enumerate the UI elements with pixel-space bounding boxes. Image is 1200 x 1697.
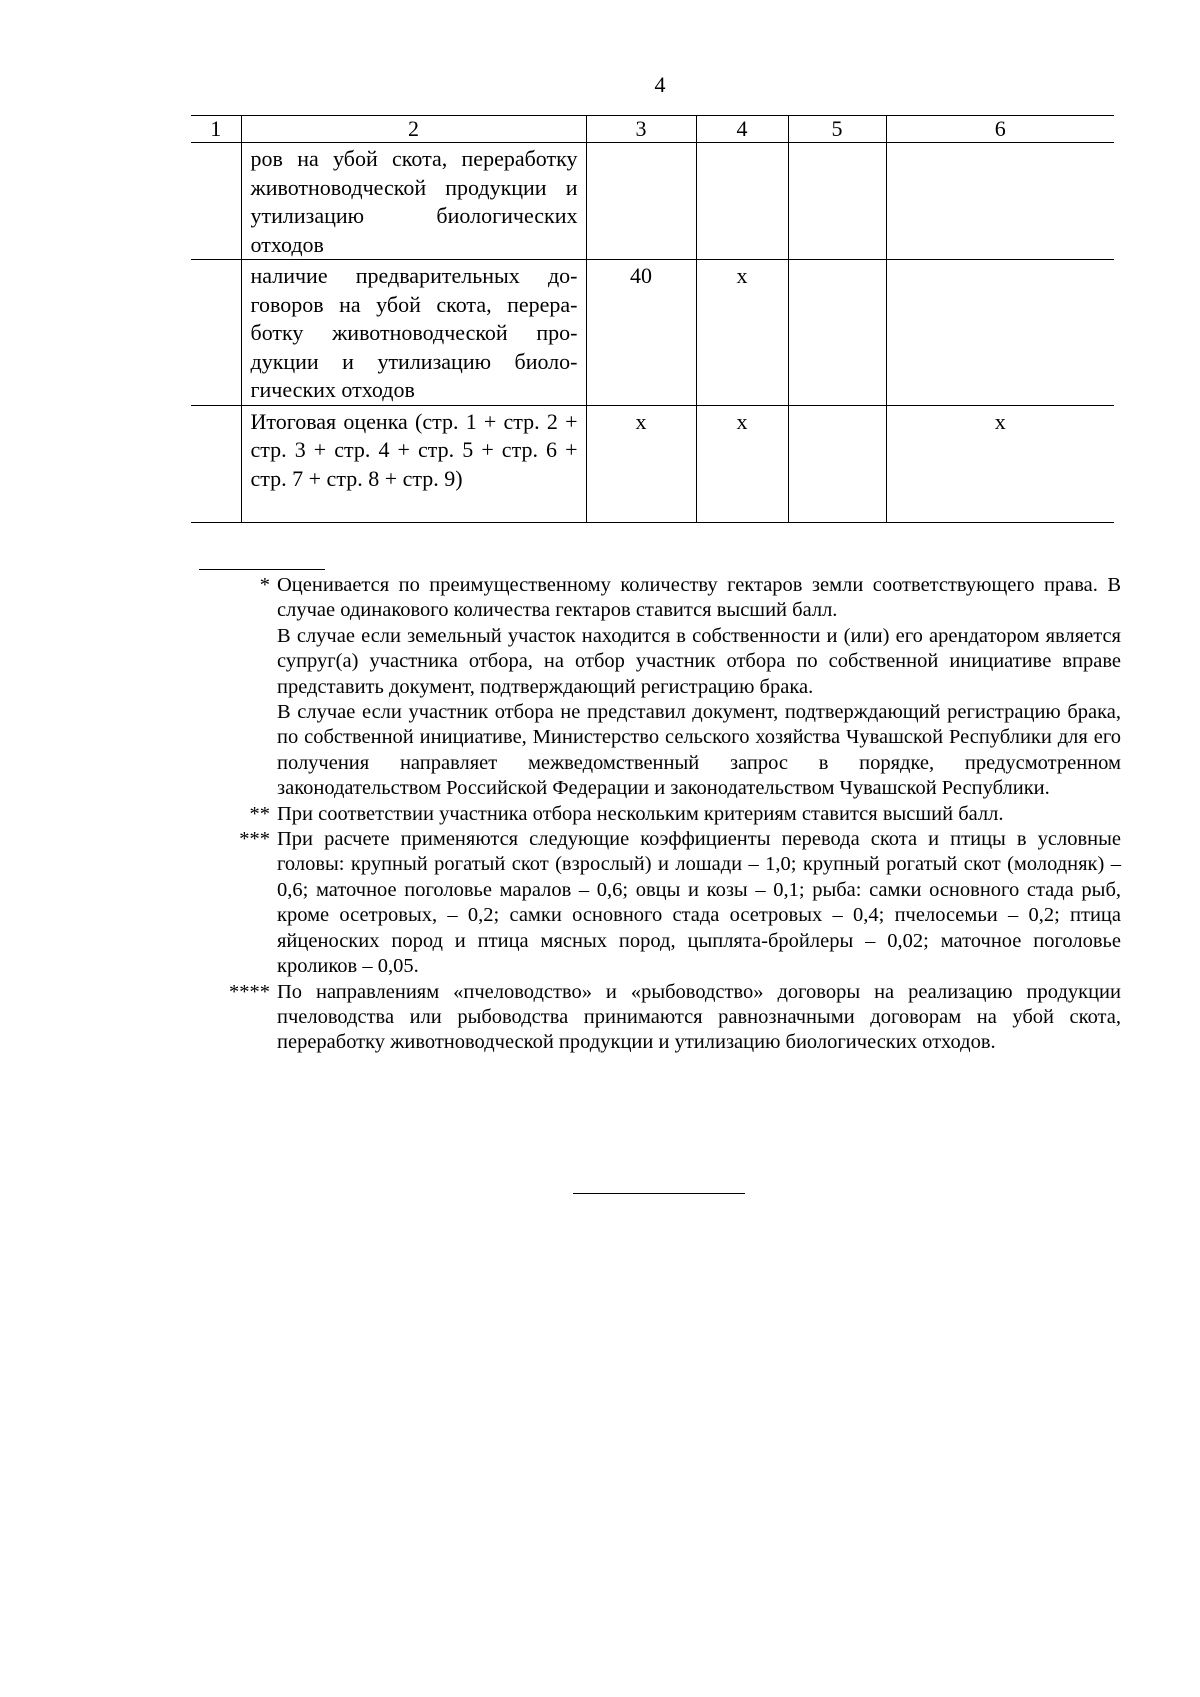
footnote-mark: *	[259, 574, 270, 596]
footnote-mark: ***	[239, 828, 270, 851]
footnote-body	[277, 980, 1121, 1056]
page-number: 4	[654, 72, 666, 97]
footnote-paragraph: В случае если участник отбора не представил документ, подтверждающий регистрацию брака, по собственной инициативе, Министерство сельского хозяйства Чувашской Республики для его получения направляет межведомственный запрос в порядке, предусмотренном законодательством Российской Федерации и законодательством Чувашской Республики.	[277, 701, 1121, 800]
criterion-cell: ров на убой скота, переработку животноводческой продукции и утилизацию биологических отходов	[241, 143, 586, 260]
value-cell	[696, 143, 788, 260]
footnotes	[199, 573, 1121, 1056]
value-cell: х	[696, 405, 788, 522]
column-header: 5	[788, 116, 886, 143]
footnote-3	[199, 827, 1121, 979]
footnote-body	[277, 573, 1121, 802]
footnote-paragraph: Оценивается по преимущественному количеству гектаров земли соответствующего права. В случае одинакового количества гектаров ставится высший балл.	[277, 574, 1121, 622]
row-number-cell	[191, 260, 241, 406]
footnote-1	[199, 573, 1121, 802]
row-number-cell	[191, 143, 241, 260]
footnote-4	[199, 980, 1121, 1056]
value-cell	[788, 260, 886, 406]
table-row	[191, 405, 1114, 522]
footnote-paragraph: По направлениям «пчеловодство» и «рыбоводство» договоры на реализацию продукции пчеловодства или рыбоводства принимаются равнозначными договорам на убой скота, переработку животноводческой продукции и утилизацию биологических отходов.	[277, 980, 1121, 1054]
table-row	[191, 260, 1114, 406]
footnote-paragraph: При соответствии участника отбора нескольким критериям ставится высший балл.	[277, 802, 1004, 825]
criterion-cell: наличие предварительных до-говоров на убой скота, перера-ботку животноводческой про-дукции и утилизацию биоло-гических отходов	[241, 260, 586, 406]
row-number-cell	[191, 405, 241, 522]
table-header-row	[191, 116, 1114, 143]
column-header: 3	[586, 116, 696, 143]
end-of-document-rule	[573, 1193, 745, 1194]
score-cell: 40	[586, 260, 696, 406]
score-cell	[586, 143, 696, 260]
footnote-2	[199, 802, 1121, 827]
column-header: 6	[886, 116, 1114, 143]
value-cell	[788, 405, 886, 522]
score-cell: х	[586, 405, 696, 522]
footnote-paragraph: При расчете применяются следующие коэффициенты перевода скота и птицы в условные головы: крупный рогатый скот (взрослый) и лошади – 1,0; крупный рогатый скот (молодняк) – 0,6; маточное поголовье маралов – 0,6; овцы и козы – 0,1; рыба: самки основного стада рыб, кроме осетровых, – 0,2; самки основного стада осетровых – 0,4; пчелосемьи – 0,2; птица яйценоских пород и птица мясных пород, цыплята-бройлеры – 0,02; маточное поголовье кроликов – 0,05.	[277, 828, 1121, 978]
scoring-table	[191, 115, 1114, 523]
footnote-separator	[199, 569, 325, 570]
footnote-body	[277, 802, 1121, 827]
criterion-cell: Итоговая оценка (стр. 1 + стр. 2 + стр. 3 + стр. 4 + стр. 5 + стр. 6 + стр. 7 + стр. 8 + стр. 9)	[241, 405, 586, 522]
column-header: 4	[696, 116, 788, 143]
table-row	[191, 143, 1114, 260]
value-cell: х	[696, 260, 788, 406]
value-cell	[886, 260, 1114, 406]
value-cell: х	[886, 405, 1114, 522]
footnote-mark: **	[249, 802, 270, 825]
value-cell	[886, 143, 1114, 260]
column-header: 2	[241, 116, 586, 143]
column-header: 1	[191, 116, 241, 143]
footnote-mark: ****	[229, 980, 270, 1003]
footnote-paragraph: В случае если земельный участок находится в собственности и (или) его арендатором является супруг(а) участника отбора, на отбор участник отбора по собственной инициативе вправе представить документ, подтверждающий регистрацию брака.	[277, 624, 1121, 698]
footnote-body	[277, 827, 1121, 979]
value-cell	[788, 143, 886, 260]
